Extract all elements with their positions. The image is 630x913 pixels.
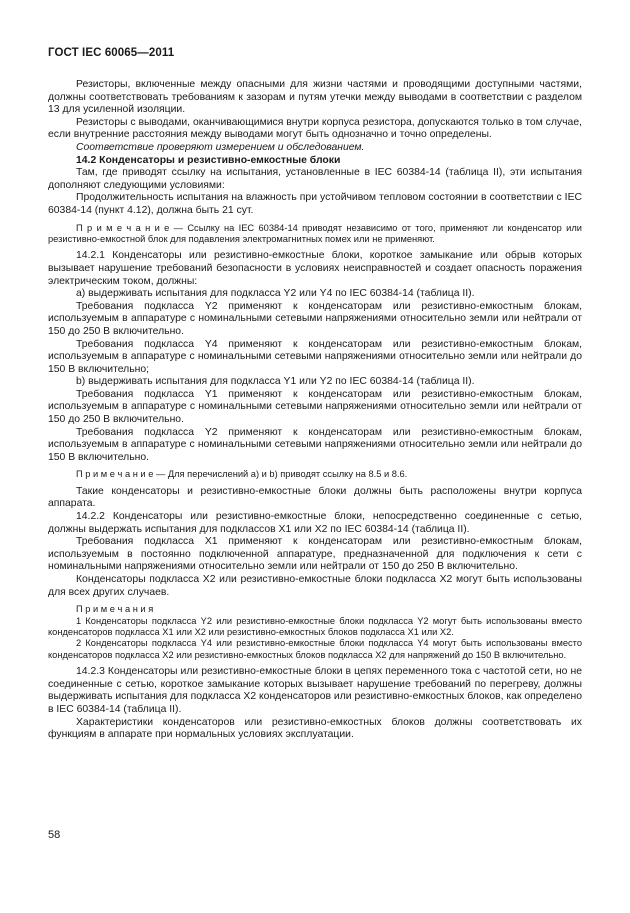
note xyxy=(48,469,582,480)
paragraph: Продолжительность испытания на влажность при устойчивом тепловом состоянии в соответствии с IEC 60384-14 (пункт 4.12), должна быть 21 сут. xyxy=(48,192,582,216)
note-item: 2 Конденсаторы подкласса Y4 или резистивно-емкостные блоки подкласса Y4 могут быть использованы вместо конденсаторов подкласса X2 или резистивно-емкостных блоков подкласса X2 для напряжений до 150 В включительно. xyxy=(48,638,582,660)
paragraph: Там, где приводят ссылку на испытания, установленные в IEC 60384-14 (таблица II), эти испытания дополняют следующими условиями: xyxy=(48,167,582,191)
note-text: — Ссылку на IEC 60384-14 приводят независимо от того, применяют ли конденсатор или резистивно-емкостной блок для подавления электромагнитных помех или не применяют. xyxy=(48,222,582,244)
list-item: a) выдерживать испытания для подкласса Y2 или Y4 по IEC 60384-14 (таблица II). xyxy=(76,288,475,300)
note-label: П р и м е ч а н и е xyxy=(76,222,170,233)
note-item: 1 Конденсаторы подкласса Y2 или резистивно-емкостные блоки подкласса Y2 могут быть использованы вместо конденсаторов подкласса X1 или X2 или резистивно-емкостных блоков подкласса X1 или X2. xyxy=(48,615,582,637)
paragraph: Резисторы с выводами, оканчивающимися внутри корпуса резистора, допускаются только в том случае, если внутренние расстояния между выводами могут быть однозначно и точно определены. xyxy=(48,116,582,141)
clause-14-2-2: 14.2.2 Конденсаторы или резистивно-емкостные блоки, непосредственно соединенные с сетью, должны выдержать испытания для подклассов X1 или X2 по IEC 60384-14 (таблица II). xyxy=(48,511,582,535)
paragraph: Требования подкласса Y2 применяют к конденсаторам или резистивно-емкостным блокам, используемым в аппаратуре с номинальными сетевыми напряжениями относительно земли или нейтрали до 150 В включительно. xyxy=(48,426,582,463)
note-label: П р и м е ч а н и е xyxy=(76,469,154,480)
compliance-statement: Соответствие проверяют измерением и обследованием. xyxy=(76,141,365,153)
paragraph: Требования подкласса Y1 применяют к конденсаторам или резистивно-емкостным блокам, используемым в аппаратуре с номинальными сетевыми напряжениями относительно земли или нейтрали от 150 до 250 В включительно. xyxy=(48,388,582,426)
clause-14-2-3: 14.2.3 Конденсаторы или резистивно-емкостные блоки в цепях переменного тока с частотой сети, но не соединенные с сетью, короткое замыкание которых вызывает нарушение требований по перегреву, должны выдерживать испытания для подкласса X2 конденсаторов или резистивно-емкостных блоков, как определено в IEC 60384-14 (таблица II). xyxy=(48,666,582,715)
paragraph: Требования подкласса Y2 применяют к конденсаторам или резистивно-емкостным блокам, используемым в аппаратуре с номинальными сетевыми напряжениями относительно земли или нейтрали от 150 до 250 В включительно. xyxy=(48,300,582,337)
notes-heading: П р и м е ч а н и я xyxy=(76,604,154,615)
section-heading: 14.2 Конденсаторы и резистивно-емкостные блоки xyxy=(76,154,341,166)
paragraph: Конденсаторы подкласса X2 или резистивно-емкостные блоки подкласса X2 могут быть использованы для всех других случаев. xyxy=(48,574,582,598)
list-item: b) выдерживать испытания для подкласса Y1 или Y2 по IEC 60384-14 (таблица II). xyxy=(76,376,475,388)
note xyxy=(48,223,582,246)
note-text: — Для перечислений a) и b) приводят ссылку на 8.5 и 8.6. xyxy=(153,469,408,480)
document-header: ГОСТ IEC 60065—2011 xyxy=(48,47,175,59)
document-body xyxy=(48,79,582,742)
page-number: 58 xyxy=(48,829,61,841)
paragraph: Резисторы, включенные между опасными для жизни частями и проводящими доступными частями, должны соответствовать требованиям к зазорам и путям утечки между выводами в соответствии с разделом 13 для усиленной изоляции. xyxy=(48,79,582,116)
clause-14-2-1: 14.2.1 Конденсаторы или резистивно-емкостные блоки, короткое замыкание или обрыв которых вызывает нарушение требований безопасности в условиях неисправностей и создает опасность поражения электрическим током, должны: xyxy=(48,250,582,287)
paragraph: Такие конденсаторы и резистивно-емкостные блоки должны быть расположены внутри корпуса аппарата. xyxy=(48,485,582,510)
paragraph: Требования подкласса X1 применяют к конденсаторам или резистивно-емкостным блокам, используемым в постоянно подключенной аппаратуре, предназначенной для подключения к сети с номинальными напряжениями относительно земли или нейтрали от 150 до 250 В включительно. xyxy=(48,536,582,573)
paragraph: Требования подкласса Y4 применяют к конденсаторам или резистивно-емкостным блокам, используемым в аппаратуре с номинальными сетевыми напряжениями относительно земли или нейтрали до 150 В включительно; xyxy=(48,338,582,375)
paragraph: Характеристики конденсаторов или резистивно-емкостных блоков должны соответствовать их функциям в аппарате при нормальных условиях эксплуатации. xyxy=(48,716,582,741)
